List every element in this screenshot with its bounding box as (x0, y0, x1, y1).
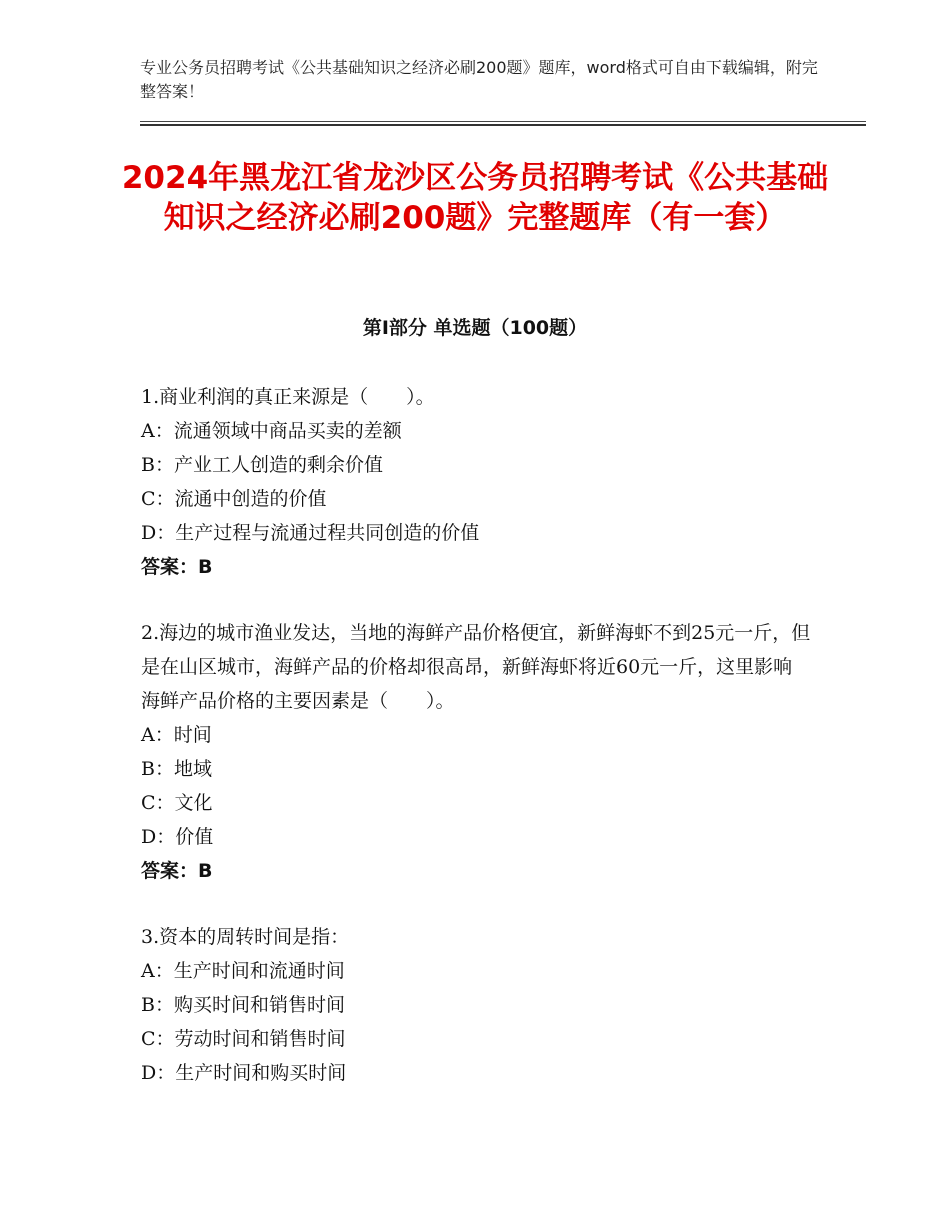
header-note: 专业公务员招聘考试《公共基础知识之经济必刷200题》题库，word格式可自由下载编辑，附完整答案！ (140, 58, 818, 101)
option-a: A：生产时间和流通时间 (141, 960, 345, 982)
header-divider-thin (140, 121, 866, 122)
option-a: A：流通领域中商品买卖的差额 (141, 420, 402, 442)
option-b: B：购买时间和销售时间 (141, 994, 345, 1016)
option-c: C：流通中创造的价值 (141, 488, 327, 510)
section-heading: 第Ⅰ部分 单选题（100题） (362, 317, 588, 339)
option-b: B：产业工人创造的剩余价值 (141, 454, 383, 476)
answer: 答案：B (141, 556, 213, 578)
option-b: B：地域 (141, 758, 212, 780)
question-stem: 3.资本的周转时间是指： (141, 926, 350, 948)
option-d: D：价值 (141, 826, 214, 848)
question-list (141, 380, 811, 1122)
question-stem: 1.商业利润的真正来源是（ ）。 (141, 386, 435, 408)
header-divider-thick (140, 124, 866, 126)
option-a: A：时间 (141, 724, 212, 746)
question-1 (141, 380, 811, 584)
option-c: C：文化 (141, 792, 213, 814)
document-title: 2024年黑龙江省龙沙区公务员招聘考试《公共基础知识之经济必刷200题》完整题库（有一套） (121, 160, 829, 236)
option-c: C：劳动时间和销售时间 (141, 1028, 346, 1050)
question-3 (141, 920, 811, 1090)
question-2 (141, 616, 811, 888)
question-stem: 2.海边的城市渔业发达，当地的海鲜产品价格便宜，新鲜海虾不到25元一斤，但是在山区城市，海鲜产品的价格却很高昂，新鲜海虾将近60元一斤，这里影响海鲜产品价格的主要因素是（ ）。 (141, 622, 811, 712)
option-d: D：生产时间和购买时间 (141, 1062, 347, 1084)
option-d: D：生产过程与流通过程共同创造的价值 (141, 522, 480, 544)
answer: 答案：B (141, 860, 213, 882)
